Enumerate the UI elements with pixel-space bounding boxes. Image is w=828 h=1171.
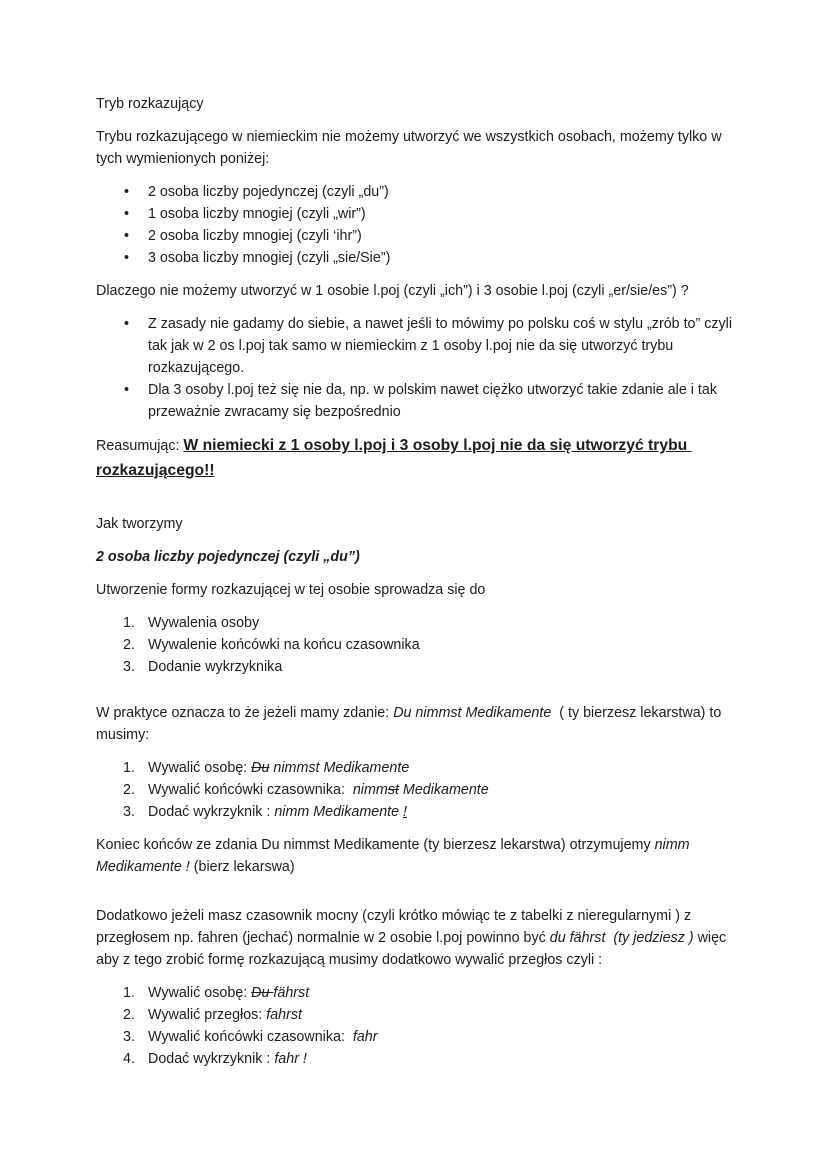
text-segment: nimm [352, 782, 388, 798]
text-segment: 3 osoba liczby mnogiej (czyli „sie/Sie”) [148, 250, 391, 266]
list-item [96, 634, 741, 656]
steps-intro-paragraph [96, 579, 741, 601]
text-segment: Dodać wykrzyknik : [148, 804, 275, 820]
text-segment: Dodatkowo jeżeli masz czasownik mocny (czyli krótko mówiąc te z tabelki z nieregularnymi ) z przegłosem np. fahren (jechać) normalnie w 2 osobie l.poj powinno być [96, 908, 696, 946]
struck-suffix: st [387, 782, 399, 798]
list-item [96, 203, 741, 225]
text-segment: 2 osoba liczby pojedynczej (czyli „du”) [148, 184, 389, 200]
list-item [96, 379, 741, 423]
text-segment: Trybu rozkazującego w niemieckim nie możemy utworzyć we wszystkich osobach, możemy tylko w tych wymienionych poniżej: [96, 129, 726, 167]
summary-paragraph [96, 434, 741, 483]
text-segment: fahr ! [274, 1051, 307, 1067]
text-segment: więc aby z tego zrobić formę rozkazującą musimy dodatkowo wywalić przegłos czyli : [96, 930, 731, 968]
intro-paragraph [96, 126, 741, 170]
list-item [96, 757, 741, 779]
persons-bullet-list [96, 181, 741, 269]
conclusion-paragraph [96, 834, 741, 878]
list-item [96, 656, 741, 678]
summary-emphasis-text: W niemiecki z 1 osoby l.poj i 3 osoby l.poj nie da się utworzyć trybu rozkazującego!! [96, 437, 692, 479]
list-item [96, 1048, 741, 1070]
text-segment: nimm Medikamente [274, 804, 404, 820]
text-segment: Jak tworzymy [96, 516, 183, 532]
document-page [96, 93, 741, 1081]
list-item [96, 225, 741, 247]
text-segment: Reasumując: [96, 438, 184, 454]
text-segment: Wywalić osobę: [148, 760, 252, 776]
text-segment: Wywalić końcówki czasownika: [148, 1029, 353, 1045]
struck-word: Du [251, 985, 274, 1001]
struck-word: Du [251, 760, 270, 776]
list-item [96, 1004, 741, 1026]
example-intro-paragraph [96, 702, 741, 746]
strong-verb-steps-numbered-list [96, 982, 741, 1070]
underlined-exclamation: ! [403, 804, 408, 820]
text-segment: fahrst [266, 1007, 303, 1023]
text-segment: fährst [273, 985, 310, 1001]
text-segment: 1 osoba liczby mnogiej (czyli „wir”) [148, 206, 366, 222]
how-to-heading [96, 513, 741, 535]
text-segment: W praktyce oznacza to że jeżeli mamy zdanie: [96, 705, 394, 721]
example-verb-text: du fährst (ty jedziesz ) [549, 930, 694, 946]
why-question-paragraph [96, 280, 741, 302]
list-item [96, 779, 741, 801]
list-item [96, 1026, 741, 1048]
example-steps-numbered-list [96, 757, 741, 823]
text-segment: Medikamente [398, 782, 489, 798]
example-sentence-text: Du nimmst Medikamente [393, 705, 552, 721]
text-segment: Wywalenie końcówki na końcu czasownika [148, 637, 420, 653]
text-segment: Tryb rozkazujący [96, 96, 204, 112]
list-item [96, 982, 741, 1004]
steps-numbered-list [96, 612, 741, 678]
text-segment: Dodać wykrzyknik : [148, 1051, 275, 1067]
text-segment: Dlaczego nie możemy utworzyć w 1 osobie l.poj (czyli „ich”) i 3 osobie l.poj (czyli „er/sie/es”) ? [96, 283, 689, 299]
strong-verbs-paragraph [96, 905, 741, 971]
text-segment: nimmst Medikamente [269, 760, 410, 776]
text-segment: Utworzenie formy rozkazującej w tej osobie sprowadza się do [96, 582, 486, 598]
text-segment: Z zasady nie gadamy do siebie, a nawet jeśli to mówimy po polsku coś w stylu „zrób to” czyli tak jak w 2 os l.poj tak samo w niemieckim z 1 osoby l.poj nie da się utworzyć trybu rozkazującego. [148, 316, 737, 376]
text-segment: 2 osoba liczby mnogiej (czyli ‘ihr”) [148, 228, 362, 244]
du-form-heading [96, 546, 741, 568]
result-phrase-text: nimm Medikamente ! [96, 837, 694, 875]
text-segment: Koniec końców ze zdania Du nimmst Medikamente (ty bierzesz lekarstwa) otrzymujemy [96, 837, 655, 853]
text-segment: Wywalić końcówki czasownika: [148, 782, 353, 798]
list-item [96, 181, 741, 203]
text-segment: Wywalić osobę: [148, 985, 252, 1001]
list-item [96, 801, 741, 823]
list-item [96, 313, 741, 379]
list-item [96, 247, 741, 269]
doc-title [96, 93, 741, 115]
text-segment: 2 osoba liczby pojedynczej (czyli „du”) [96, 549, 360, 565]
text-segment: Wywalić przegłos: [148, 1007, 267, 1023]
text-segment: Wywalenia osoby [148, 615, 260, 631]
list-item [96, 612, 741, 634]
text-segment: Dodanie wykrzyknika [148, 659, 283, 675]
text-segment: ( ty bierzesz lekarstwa) to musimy: [96, 705, 726, 743]
text-segment: fahr [352, 1029, 378, 1045]
text-segment: (bierz lekarswa) [189, 859, 295, 875]
text-segment: Dla 3 osoby l.poj też się nie da, np. w polskim nawet ciężko utworzyć takie zdanie ale i tak przeważnie zwracamy się bezpośrednio [148, 382, 721, 420]
reasons-bullet-list [96, 313, 741, 423]
